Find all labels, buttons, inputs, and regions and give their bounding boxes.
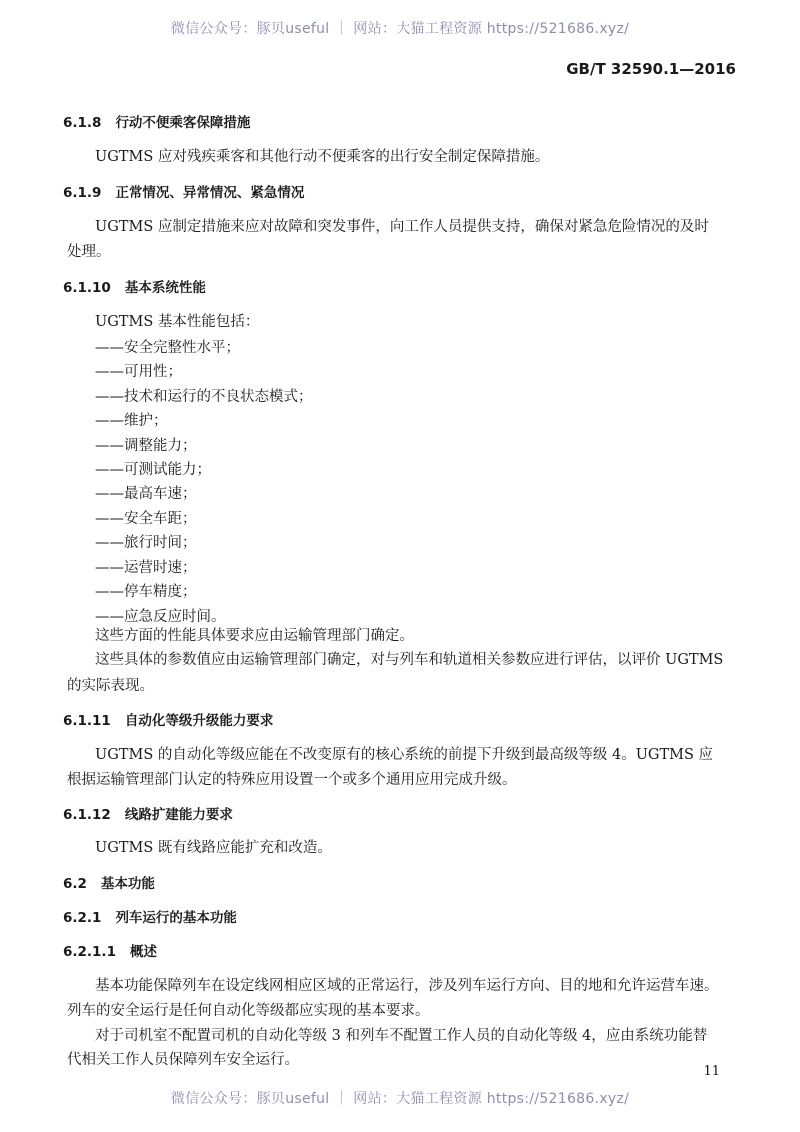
paragraph: UGTMS 的自动化等级应能在不改变原有的核心系统的前提下升级到最高级等级 4。UGTMS 应 — [95, 747, 714, 763]
paragraph-continuation: 列车的安全运行是任何自动化等级都应实现的基本要求。 — [67, 1003, 430, 1019]
section-heading-6-1-11 — [63, 709, 273, 729]
list-item: ——运营时速； — [95, 560, 197, 576]
paragraph: UGTMS 既有线路应能扩充和改造。 — [95, 840, 332, 856]
page-number: 11 — [703, 1064, 720, 1079]
list-item: ——技术和运行的不良状态模式； — [95, 389, 313, 405]
list-item: ——最高车速； — [95, 486, 197, 502]
list-item: ——应急反应时间。 — [95, 609, 226, 625]
list-item: ——维护； — [95, 413, 168, 429]
section-title: 线路扩建能力要求 — [124, 807, 233, 823]
list-item: ——安全车距； — [95, 511, 197, 527]
paragraph: 这些方面的性能具体要求应由运输管理部门确定。 — [95, 628, 414, 644]
section-title: 行动不便乘客保障措施 — [115, 115, 251, 131]
list-intro: UGTMS 基本性能包括： — [95, 314, 260, 330]
paragraph-continuation: 根据运输管理部门认定的特殊应用设置一个或多个通用应用完成升级。 — [67, 772, 517, 788]
section-title: 基本系统性能 — [124, 280, 206, 296]
section-number: 6.2.1.1 — [63, 944, 116, 960]
section-title: 基本功能 — [100, 876, 155, 892]
paragraph-continuation: 代相关工作人员保障列车安全运行。 — [67, 1052, 299, 1068]
section-number: 6.2.1 — [63, 910, 102, 926]
section-number: 6.1.8 — [63, 115, 102, 131]
section-heading-6-1-12 — [63, 803, 233, 823]
paragraph: UGTMS 应对残疾乘客和其他行动不便乘客的出行安全制定保障措施。 — [95, 149, 550, 165]
section-number: 6.1.10 — [63, 280, 111, 296]
list-item: ——旅行时间； — [95, 535, 197, 551]
section-heading-6-2 — [63, 872, 155, 892]
paragraph: UGTMS 应制定措施来应对故障和突发事件，向工作人员提供支持，确保对紧急危险情况的及时 — [95, 219, 709, 235]
watermark-top: 微信公众号：豚贝useful ｜ 网站：大猫工程资源 https://521686.xyz/ — [170, 21, 630, 37]
section-number: 6.2 — [63, 876, 87, 892]
list-item: ——停车精度； — [95, 584, 197, 600]
section-title: 自动化等级升级能力要求 — [124, 713, 274, 729]
paragraph-continuation: 的实际表现。 — [67, 678, 154, 694]
paragraph: 对于司机室不配置司机的自动化等级 3 和列车不配置工作人员的自动化等级 4，应由系统功能替 — [95, 1028, 708, 1044]
section-heading-6-1-10 — [63, 276, 206, 296]
paragraph-continuation: 处理。 — [67, 244, 111, 260]
paragraph: 基本功能保障列车在设定线网相应区域的正常运行，涉及列车运行方向、目的地和允许运营车速。 — [95, 978, 719, 994]
watermark-bottom: 微信公众号：豚贝useful ｜ 网站：大猫工程资源 https://521686.xyz/ — [170, 1091, 630, 1107]
paragraph: 这些具体的参数值应由运输管理部门确定，对与列车和轨道相关参数应进行评估，以评价 UGTMS — [95, 652, 724, 668]
section-heading-6-1-9 — [63, 181, 304, 201]
section-heading-6-1-8 — [63, 111, 250, 131]
standard-code: GB/T 32590.1—2016 — [566, 60, 736, 78]
list-item: ——可测试能力； — [95, 462, 211, 478]
section-title: 概述 — [129, 944, 157, 960]
list-item: ——调整能力； — [95, 438, 197, 454]
list-item: ——安全完整性水平； — [95, 340, 240, 356]
section-title: 列车运行的基本功能 — [115, 910, 237, 926]
section-number: 6.1.9 — [63, 185, 102, 201]
section-heading-6-2-1 — [63, 906, 237, 926]
section-heading-6-2-1-1 — [63, 940, 157, 960]
section-number: 6.1.11 — [63, 713, 111, 729]
section-number: 6.1.12 — [63, 807, 111, 823]
list-item: ——可用性； — [95, 364, 182, 380]
section-title: 正常情况、异常情况、紧急情况 — [115, 185, 305, 201]
